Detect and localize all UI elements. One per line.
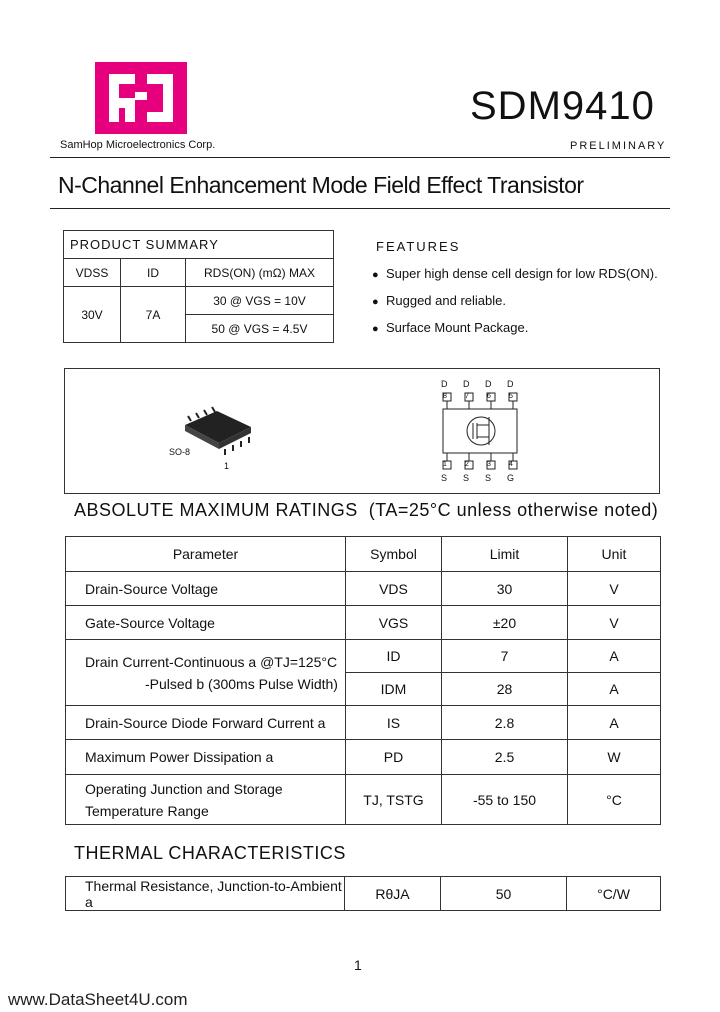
thermal-table	[65, 876, 661, 911]
feature-item: ● Surface Mount Package.	[372, 320, 529, 335]
table-row: Maximum Power Dissipation a PD 2.5 W	[66, 740, 661, 775]
table-row: Gate-Source Voltage VGS ±20 V	[66, 606, 661, 640]
col-id: ID	[121, 259, 186, 287]
abs-max-heading: ABSOLUTE MAXIMUM RATINGS (TA=25°C unless otherwise noted)	[74, 500, 659, 520]
pin-label-d: D	[463, 379, 470, 389]
pin-number: 6	[487, 393, 491, 400]
pin-number: 3	[487, 461, 491, 468]
pin-label-d: D	[441, 379, 448, 389]
pin-number: 4	[509, 461, 513, 468]
abs-max-condition: (TA=25°C unless otherwise noted)	[368, 500, 659, 520]
table-row: IDM 28 A	[66, 673, 661, 706]
pin-label-s: S	[463, 473, 470, 483]
table-row: Drain Current-Continuous a @TJ=125°C -Pulsed b (300ms Pulse Width) ID 7 A	[66, 640, 661, 673]
package-diagram-box	[64, 368, 660, 494]
document-title: N-Channel Enhancement Mode Field Effect Transistor	[58, 172, 584, 198]
pin-label-d: D	[485, 379, 492, 389]
col-parameter: Parameter	[66, 537, 346, 572]
vdss-value: 30V	[64, 287, 121, 343]
feature-item: ● Rugged and reliable.	[372, 293, 506, 308]
rds-value-1: 30 @ VGS = 10V	[186, 287, 334, 315]
col-symbol: Symbol	[346, 537, 442, 572]
rds-value-2: 50 @ VGS = 4.5V	[186, 315, 334, 343]
col-limit: Limit	[442, 537, 568, 572]
col-rds: RDS(ON) (mΩ) MAX	[186, 259, 334, 287]
id-value: 7A	[121, 287, 186, 343]
pin-number: 5	[509, 393, 513, 400]
company-logo	[95, 62, 187, 134]
product-summary-heading: PRODUCT SUMMARY	[64, 231, 334, 259]
pin-number: 7	[465, 393, 469, 400]
pin-label-g: G	[507, 473, 515, 483]
status-label: PRELIMINARY	[570, 140, 667, 152]
package-name: SO-8	[169, 447, 191, 457]
part-number: SDM9410	[470, 84, 655, 128]
feature-item: ● Super high dense cell design for low RDS(ON).	[372, 266, 658, 281]
company-name: SamHop Microelectronics Corp.	[60, 139, 216, 151]
product-summary-table	[63, 230, 334, 343]
thermal-heading: THERMAL CHARACTERISTICS	[74, 843, 346, 863]
page-number: 1	[354, 957, 362, 973]
features-heading: FEATURES	[376, 239, 461, 254]
col-vdss: VDSS	[64, 259, 121, 287]
pin-number: 8	[443, 393, 447, 400]
abs-max-table	[65, 536, 661, 825]
drain-current-param: Drain Current-Continuous a @TJ=125°C -Pulsed b (300ms Pulse Width)	[66, 640, 346, 706]
pin-label-d: D	[507, 379, 514, 389]
col-unit: Unit	[568, 537, 661, 572]
pinout-schematic	[433, 375, 523, 487]
pin-number: 1	[443, 461, 447, 468]
table-row: Thermal Resistance, Junction-to-Ambient a RθJA 50 °C/W	[66, 877, 661, 911]
pin-number: 2	[465, 461, 469, 468]
table-row: Operating Junction and Storage Temperature Range TJ, TSTG -55 to 150 °C	[66, 775, 661, 825]
table-row: Drain-Source Voltage VDS 30 V	[66, 572, 661, 606]
divider-title	[50, 208, 670, 209]
divider-top	[50, 157, 670, 158]
pin-label-s: S	[441, 473, 448, 483]
watermark-link[interactable]: www.DataSheet4U.com	[8, 990, 188, 1009]
features-list	[372, 264, 658, 345]
table-row: Drain-Source Diode Forward Current a IS 2.8 A	[66, 706, 661, 740]
pin-label-s: S	[485, 473, 492, 483]
pin1-label: 1	[224, 461, 230, 471]
